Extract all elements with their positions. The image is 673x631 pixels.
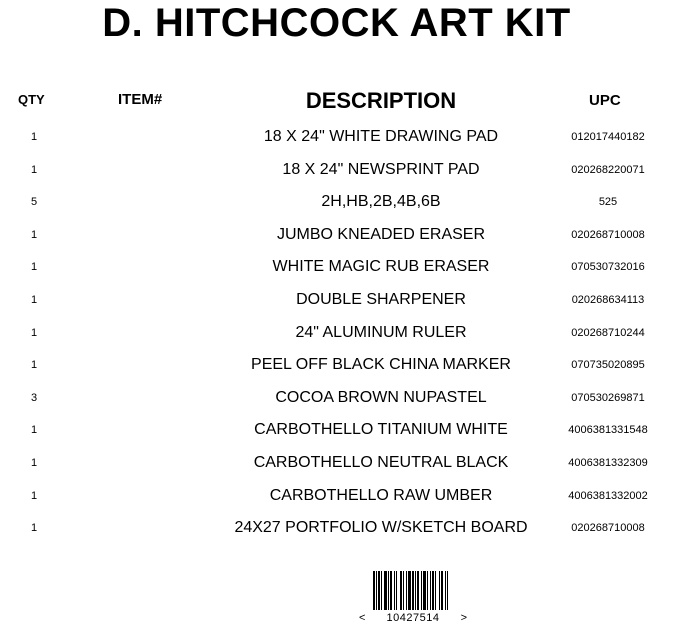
upc-cell: 070530269871 — [571, 391, 645, 404]
qty-cell: 1 — [30, 359, 38, 372]
qty-cell: 1 — [30, 131, 38, 143]
upc-cell: 070735020895 — [571, 359, 645, 372]
barcode — [357, 570, 469, 626]
table-row — [0, 447, 673, 480]
qty-column-header: QTY — [18, 92, 45, 107]
description-cell: JUMBO KNEADED ERASER — [276, 225, 486, 243]
description-cell: WHITE MAGIC RUB ERASER — [272, 258, 490, 276]
table-row — [0, 121, 673, 154]
page-title: D. HITCHCOCK ART KIT — [102, 1, 571, 45]
upc-cell: 4006381331548 — [568, 424, 648, 437]
table-row — [0, 512, 673, 545]
barcode-open-bracket: < — [359, 612, 366, 624]
qty-cell: 1 — [30, 228, 38, 241]
item-table — [0, 121, 673, 545]
table-row — [0, 382, 673, 415]
description-cell: CARBOTHELLO RAW UMBER — [269, 486, 493, 504]
upc-column-header: UPC — [589, 92, 621, 109]
description-cell: 2H,HB,2B,4B,6B — [321, 193, 441, 211]
upc-cell: 020268220071 — [571, 163, 645, 176]
qty-cell: 1 — [30, 293, 38, 306]
upc-cell: 4006381332309 — [568, 456, 648, 469]
table-row — [0, 154, 673, 187]
upc-cell: 012017440182 — [571, 131, 645, 143]
table-row — [0, 251, 673, 284]
table-row — [0, 284, 673, 317]
upc-cell: 525 — [598, 196, 618, 209]
barcode-text — [357, 610, 469, 626]
qty-cell: 1 — [30, 163, 38, 176]
table-row — [0, 317, 673, 350]
table-row — [0, 219, 673, 252]
qty-cell: 1 — [30, 261, 38, 274]
description-column-header: DESCRIPTION — [305, 88, 457, 113]
description-cell: 24" ALUMINUM RULER — [295, 323, 467, 341]
description-cell: PEEL OFF BLACK CHINA MARKER — [251, 356, 511, 374]
upc-cell: 070530732016 — [571, 261, 645, 274]
qty-cell: 1 — [30, 522, 38, 535]
barcode-close-bracket: > — [460, 612, 467, 624]
qty-cell: 5 — [30, 196, 38, 209]
description-cell: CARBOTHELLO NEUTRAL BLACK — [253, 453, 509, 471]
table-row — [0, 349, 673, 382]
qty-cell: 1 — [30, 424, 38, 437]
upc-cell: 020268710008 — [571, 228, 645, 241]
description-cell: DOUBLE SHARPENER — [296, 290, 466, 308]
qty-cell: 1 — [30, 489, 38, 502]
description-cell: COCOA BROWN NUPASTEL — [275, 388, 487, 406]
barcode-number: 10427514 — [371, 610, 455, 626]
table-row — [0, 186, 673, 219]
description-cell: 18 X 24" WHITE DRAWING PAD — [263, 128, 499, 145]
upc-cell: 4006381332002 — [568, 489, 648, 502]
qty-cell: 1 — [30, 456, 38, 469]
description-cell: 18 X 24" NEWSPRINT PAD — [282, 160, 480, 178]
qty-cell: 1 — [30, 326, 38, 339]
upc-cell: 020268634113 — [571, 293, 645, 306]
upc-cell: 020268710244 — [571, 326, 645, 339]
description-cell: 24X27 PORTFOLIO W/SKETCH BOARD — [234, 519, 528, 537]
qty-cell: 3 — [30, 391, 38, 404]
table-row — [0, 414, 673, 447]
upc-cell: 020268710008 — [571, 522, 645, 535]
item-number-column-header: ITEM# — [118, 91, 163, 108]
table-row — [0, 480, 673, 513]
description-cell: CARBOTHELLO TITANIUM WHITE — [254, 421, 508, 439]
